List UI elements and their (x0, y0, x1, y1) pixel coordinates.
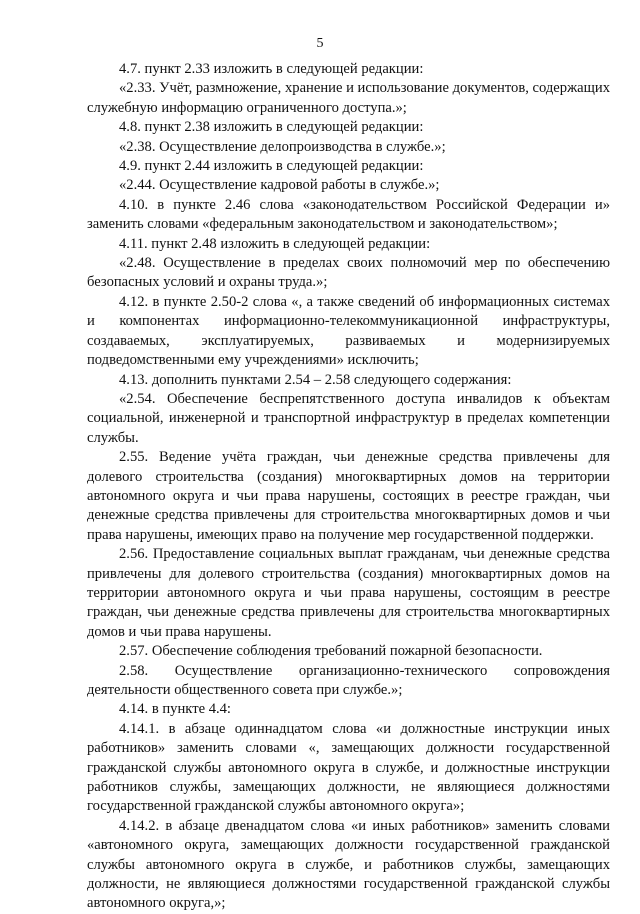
paragraph-4-10: 4.10. в пункте 2.46 слова «законодательством Российской Федерации и» заменить словами «федеральным законодательством и законодательством»; (87, 196, 610, 233)
paragraph-4-14: 4.14. в пункте 4.4: (119, 701, 231, 718)
paragraph-2-33-text: «2.33. Учёт, размножение, хранение и использование документов, содержащих служебную информацию ограниченного доступа.»; (87, 80, 610, 116)
paragraph-2-56-text: 2.56. Предоставление социальных выплат гражданам, чьи денежные средства привлечены для долевого строительства (создания) многоквартирных домов на территории автономного округа и чьи права нарушены, состоящим в реестре граждан, чьи денежные средства привлечены для строительства многоквартирных домов и чьи права нарушены. (87, 546, 610, 640)
paragraph-2-58-text: 2.58. Осуществление организационно-технического сопровождения деятельности общественного совета при службе.»; (87, 662, 610, 698)
paragraph-4-11: 4.11. пункт 2.48 изложить в следующей редакции: (119, 235, 431, 252)
paragraph-2-54-text: «2.54. Обеспечение беспрепятственного доступа инвалидов к объектам социальной, инженерной и транспортной инфраструктур в пределах компетенции службы. (87, 390, 610, 446)
paragraph-2-38-text: «2.38. Осуществление делопроизводства в службе.»; (119, 138, 446, 155)
document-body (87, 60, 610, 914)
page-number: 5 (316, 36, 324, 51)
paragraph-4-12: 4.12. в пункте 2.50-2 слова «, а также сведений об информационных системах и компонентах информационно-телекоммуникационной инфраструктуры, создаваемых, эксплуатируемых, развиваемых и модернизируемых подведомственными ему учреждениями» исключить; (87, 293, 610, 369)
paragraph-4-14-1: 4.14.1. в абзаце одиннадцатом слова «и должностные инструкции иных работников» заменить словами «, замещающих должности государственной гражданской службы автономного округа в службе, и должностные инструкции работников службы, замещающих должности, не являющиеся должностями государственной гражданской службы автономного округа»; (87, 720, 610, 815)
paragraph-2-48-text: «2.48. Осуществление в пределах своих полномочий мер по обеспечению безопасных условий и охраны труда.»; (87, 255, 610, 291)
paragraph-2-57-text: 2.57. Обеспечение соблюдения требований пожарной безопасности. (119, 643, 543, 660)
paragraph-4-13: 4.13. дополнить пунктами 2.54 – 2.58 следующего содержания: (119, 371, 512, 388)
paragraph-2-55-text: 2.55. Ведение учёта граждан, чьи денежные средства привлечены для долевого строительства (создания) многоквартирных домов на территории автономного округа и чьи права нарушены, состоящих в реестре граждан, чьи денежные средства привлечены для строительства многоквартирных домов и чьи права нарушены, имеющих право на получение мер государственной поддержки. (87, 449, 610, 543)
paragraph-4-14-2: 4.14.2. в абзаце двенадцатом слова «и иных работников» заменить словами «автономного округа, замещающих должности государственной гражданской службы автономного округа в службе, и работников службы, замещающих должности, не являющиеся должностями государственной гражданской службы автономного округа,»; (87, 817, 610, 912)
paragraph-4-7: 4.7. пункт 2.33 изложить в следующей редакции: (119, 61, 424, 77)
paragraph-4-8: 4.8. пункт 2.38 изложить в следующей редакции: (119, 119, 424, 136)
paragraph-4-9: 4.9. пункт 2.44 изложить в следующей редакции: (119, 158, 424, 175)
paragraph-2-44-text: «2.44. Осуществление кадровой работы в службе.»; (119, 177, 440, 194)
